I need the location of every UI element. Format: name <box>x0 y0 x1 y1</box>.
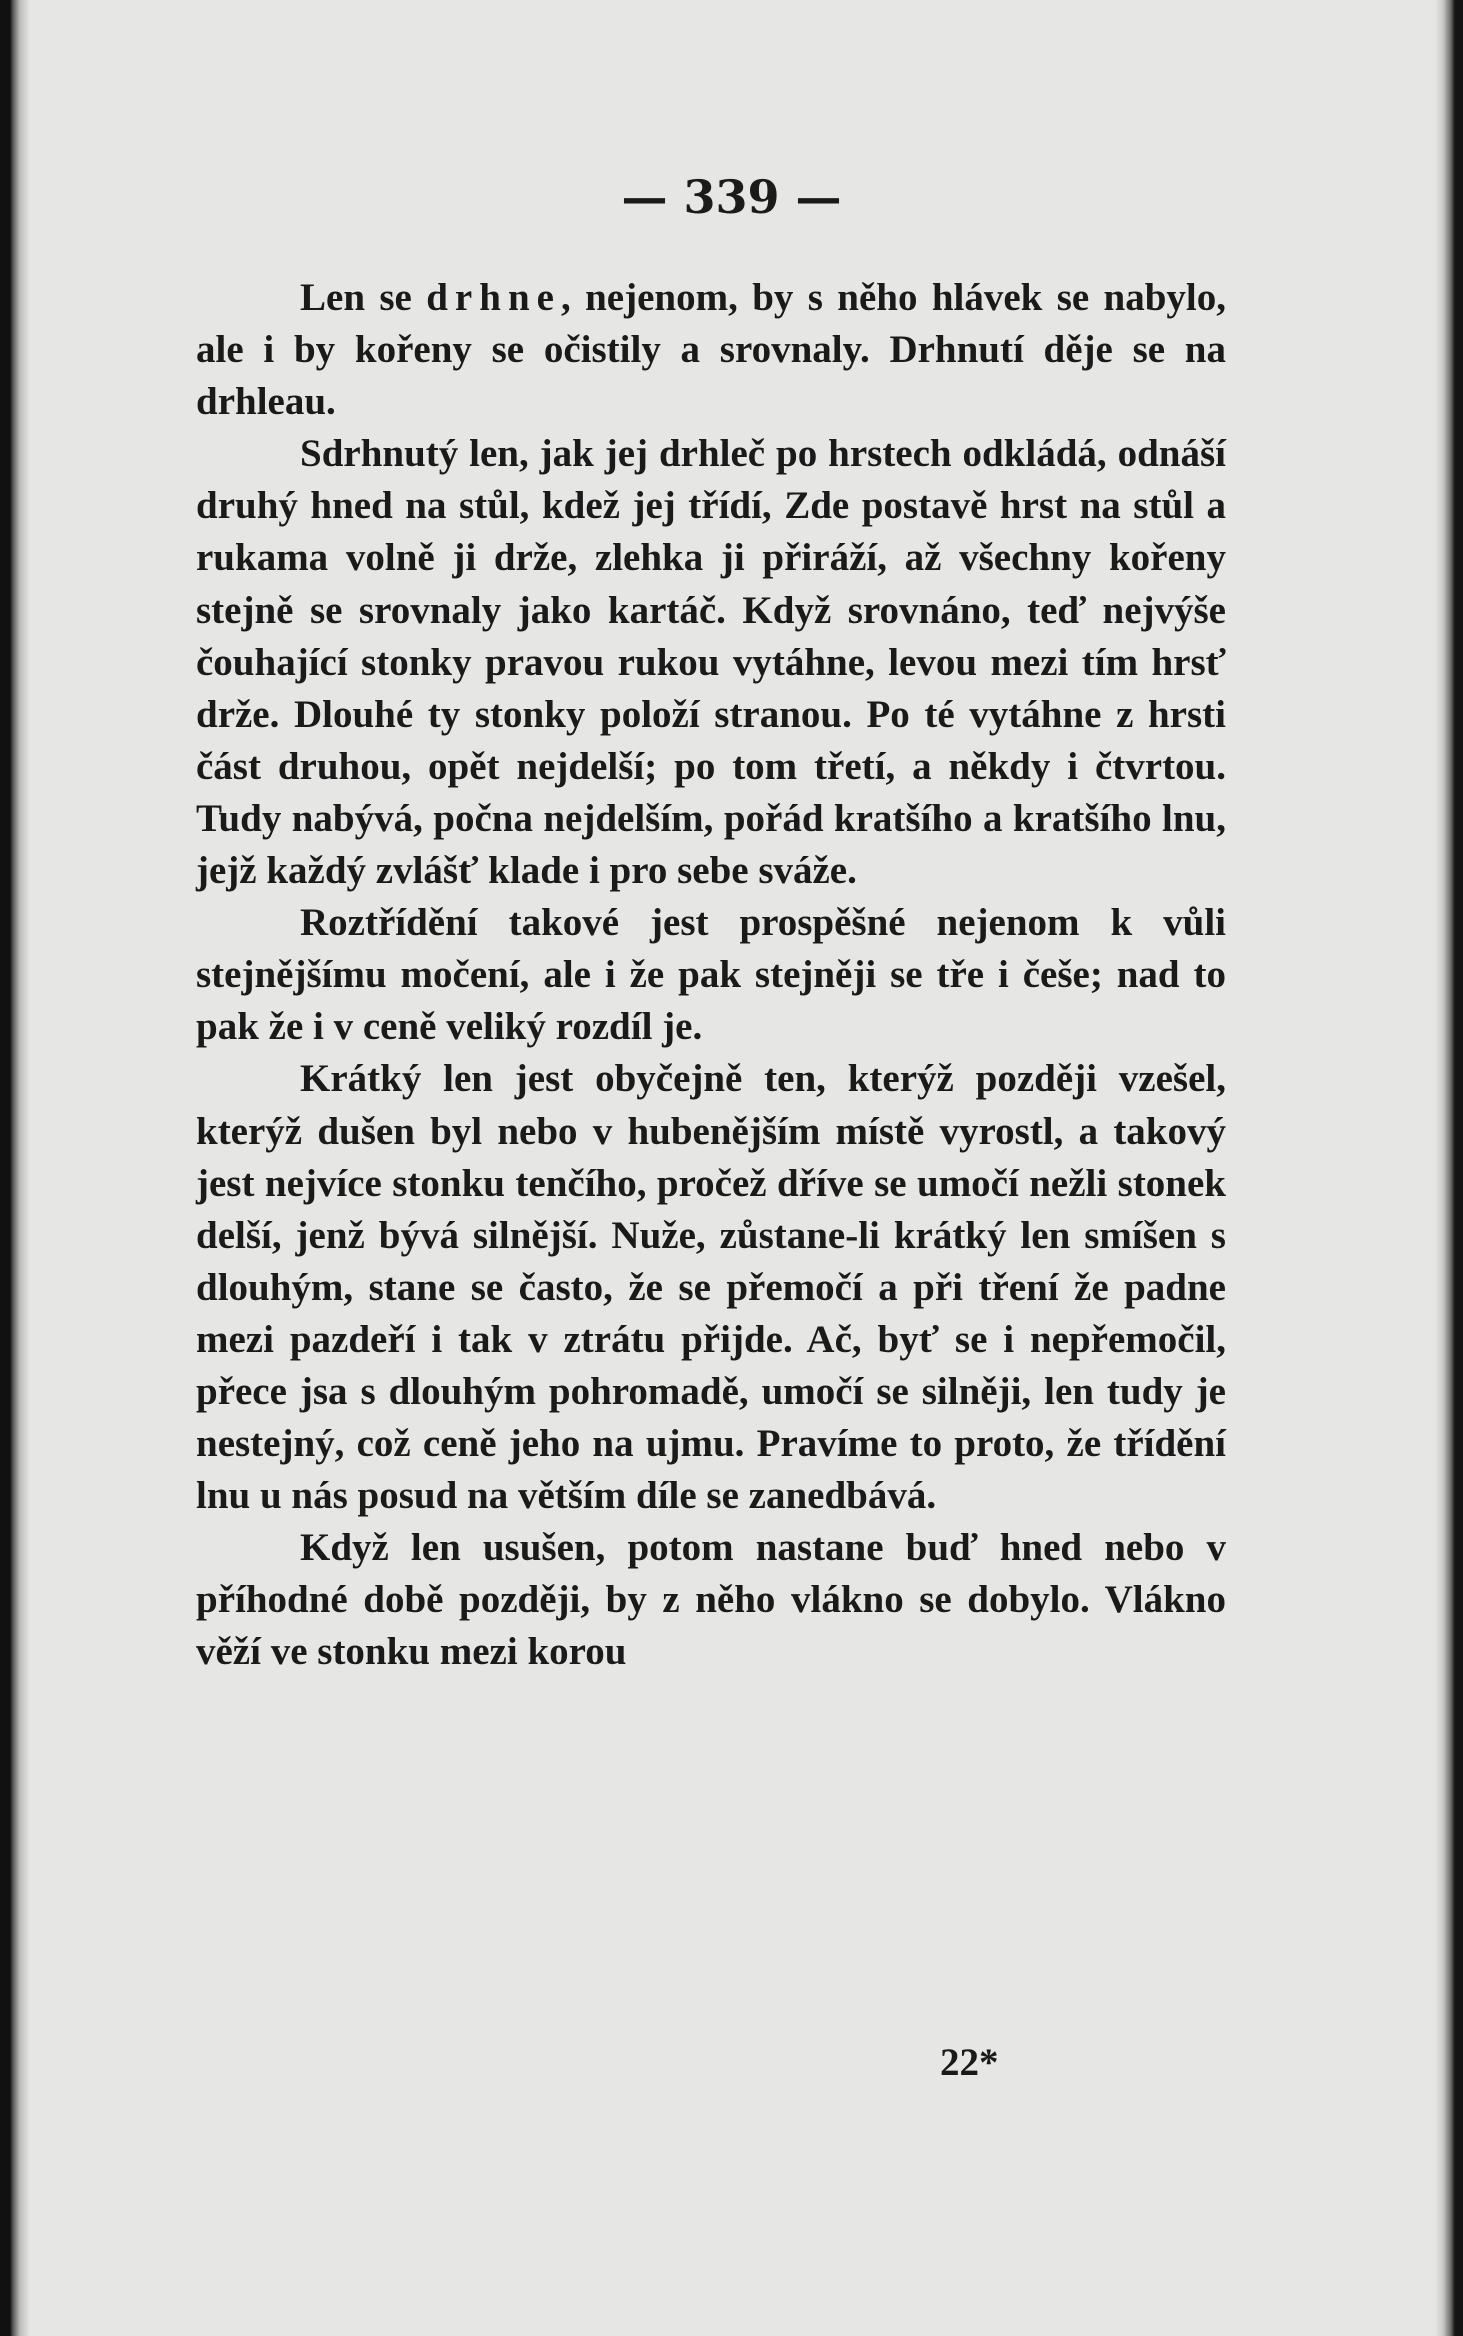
paragraph-1-lead: Len se <box>300 276 427 319</box>
page-gutter-shadow <box>0 0 30 2336</box>
paragraph-4: Krátký len jest obyčejně ten, kterýž později vzešel, kterýž dušen byl nebo v hubenějším místě vyrostl, a takový jest nejvíce stonku tenčího, pročež dříve se umočí nežli stonek delší, jenž bývá silnější. Nuže, zůstane-li krátký len smíšen s dlouhým, stane se často, že se přemočí a při tření že padne mezi pazdeří i tak v ztrátu přijde. Ač, byť se i nepřemočil, přece jsa s dlouhým pohromadě, umočí se silněji, len tudy je nestejný, což ceně jeho na ujmu. Pravíme to proto, že třídění lnu u nás posud na větším díle se zanedbává. <box>196 1057 1226 1518</box>
paragraph-1-emphasis: drhne <box>426 276 562 319</box>
paragraph-1 <box>196 272 1226 428</box>
paragraph-5: Když len usušen, potom nastane buď hned nebo v příhodné době později, by z něho vlákno se dobylo. Vlákno věží ve stonku mezi korou <box>196 1526 1226 1674</box>
signature-mark: 22* <box>940 2041 999 2084</box>
body-text <box>196 272 1226 1679</box>
page-number: — 339 — <box>621 170 842 224</box>
paragraph-2: Sdrhnutý len, jak jej drhleč po hrstech odkládá, odnáší druhý hned na stůl, kdež jej třídí, Zde postavě hrst na stůl a rukama volně ji drže, zlehka ji přiráží, až všechny kořeny stejně se srovnaly jako kartáč. Když srovnáno, teď nejvýše čouhající stonky pravou rukou vytáhne, levou mezi tím hrsť drže. Dlouhé ty stonky položí stranou. Po té vytáhne z hrsti část druhou, opět nejdelší; po tom třetí, a někdy i čtvrtou. Tudy nabývá, počna nejdelším, pořád kratšího a kratšího lnu, jejž každý zvlášť klade i pro sebe sváže. <box>196 432 1226 893</box>
page-edge-shadow <box>1435 0 1463 2336</box>
paragraph-1-rest: , nejenom, by s něho hlávek se nabylo, ale i by kořeny se očistily a srovnaly. Drhnutí děje se na drhleau. <box>196 276 1227 424</box>
paragraph-3: Roztřídění takové jest prospěšné nejenom k vůli stejnějšímu močení, ale i že pak stejněji se tře i češe; nad to pak že i v ceně veliký rozdíl je. <box>196 901 1226 1049</box>
